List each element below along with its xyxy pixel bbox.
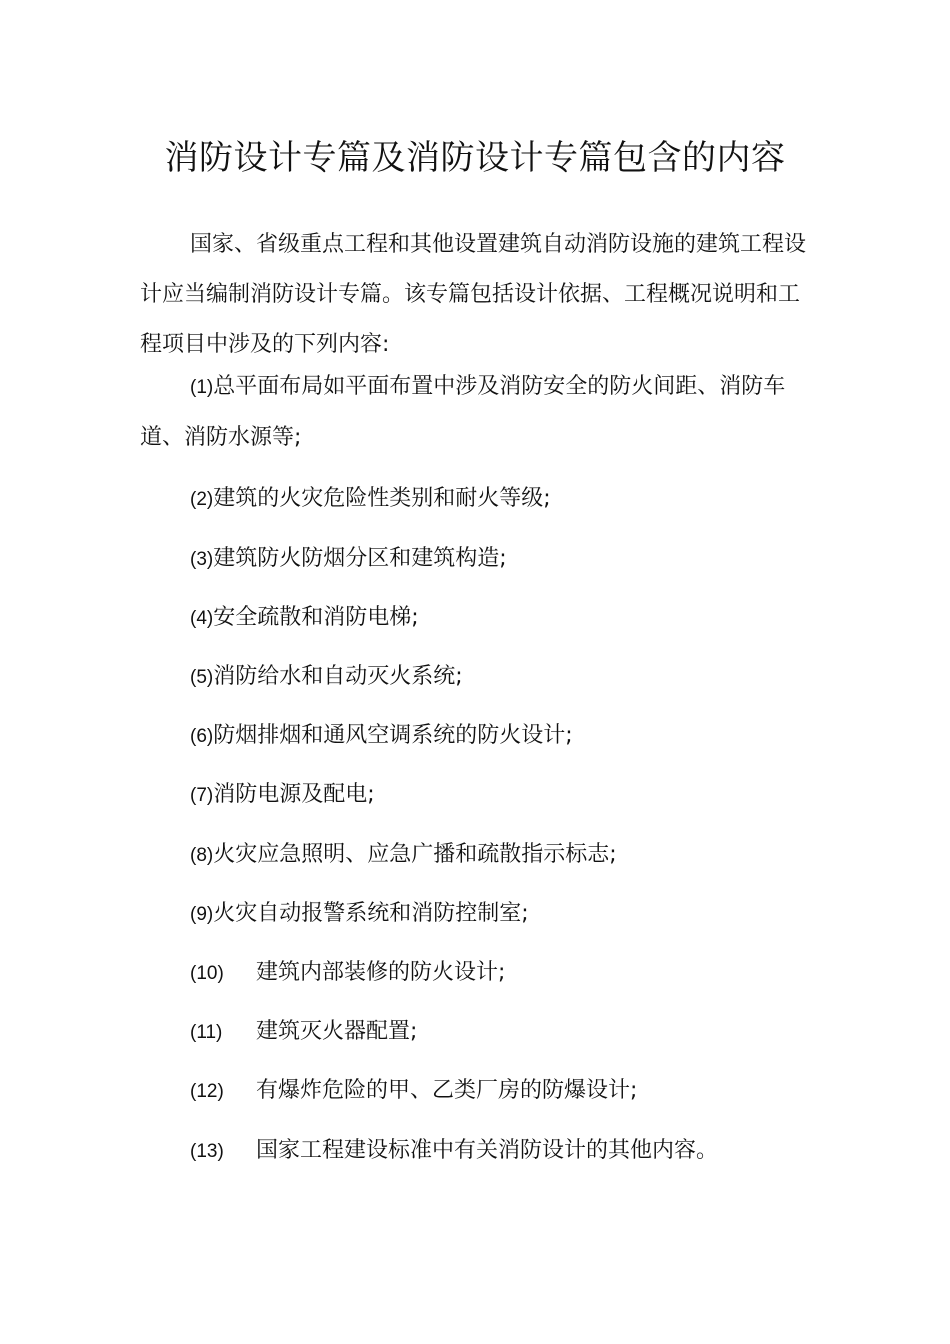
- item-text: 总平面布局如平面布置中涉及消防安全的防火间距、消防车道、消防水源等;: [140, 374, 786, 450]
- item-text: 消防电源及配电;: [213, 782, 375, 807]
- item-text: 建筑内部装修的防火设计;: [256, 960, 506, 985]
- item-number: (13): [190, 1141, 224, 1162]
- item-number: (4): [190, 608, 214, 629]
- item-number: (1): [190, 377, 214, 398]
- item-text: 火灾自动报警系统和消防控制室;: [213, 901, 529, 926]
- item-text: 建筑的火灾危险性类别和耐火等级;: [213, 486, 551, 511]
- item-text: 安全疏散和消防电梯;: [213, 605, 419, 630]
- list-item: [140, 889, 812, 940]
- list-item: [140, 770, 812, 821]
- list-item: [140, 593, 812, 644]
- item-number: (6): [190, 726, 214, 747]
- item-text: 国家工程建设标准中有关消防设计的其他内容。: [256, 1138, 719, 1163]
- list-item: [140, 1126, 812, 1177]
- list-item: [140, 948, 812, 999]
- item-number: (2): [190, 489, 214, 510]
- item-text: 建筑防火防烟分区和建筑构造;: [213, 546, 507, 571]
- document-title: 消防设计专篇及消防设计专篇包含的内容: [164, 138, 786, 178]
- item-number: (3): [190, 549, 214, 570]
- item-number: (12): [190, 1081, 224, 1102]
- list-item: [140, 362, 812, 463]
- list-item: [140, 1066, 812, 1117]
- item-text: 消防给水和自动灭火系统;: [213, 664, 463, 689]
- item-text: 火灾应急照明、应急广播和疏散指示标志;: [213, 842, 617, 867]
- list-item: [140, 652, 812, 703]
- item-number: (8): [190, 845, 214, 866]
- list-item: [140, 474, 812, 525]
- intro-paragraph: 国家、省级重点工程和其他设置建筑自动消防设施的建筑工程设计应当编制消防设计专篇。该专篇包括设计依据、工程概况说明和工程项目中涉及的下列内容:: [140, 232, 807, 357]
- item-number: (5): [190, 667, 214, 688]
- list-item: [140, 534, 812, 585]
- list-item: [140, 1007, 812, 1058]
- item-text: 有爆炸危险的甲、乙类厂房的防爆设计;: [256, 1078, 638, 1103]
- list-item: [140, 711, 812, 762]
- item-number: (7): [190, 785, 214, 806]
- item-number: (10): [190, 963, 224, 984]
- item-number: (9): [190, 904, 214, 925]
- item-text: 防烟排烟和通风空调系统的防火设计;: [213, 723, 573, 748]
- list-item: [140, 830, 812, 881]
- item-text: 建筑灭火器配置;: [256, 1019, 418, 1044]
- item-number: (11): [190, 1022, 223, 1043]
